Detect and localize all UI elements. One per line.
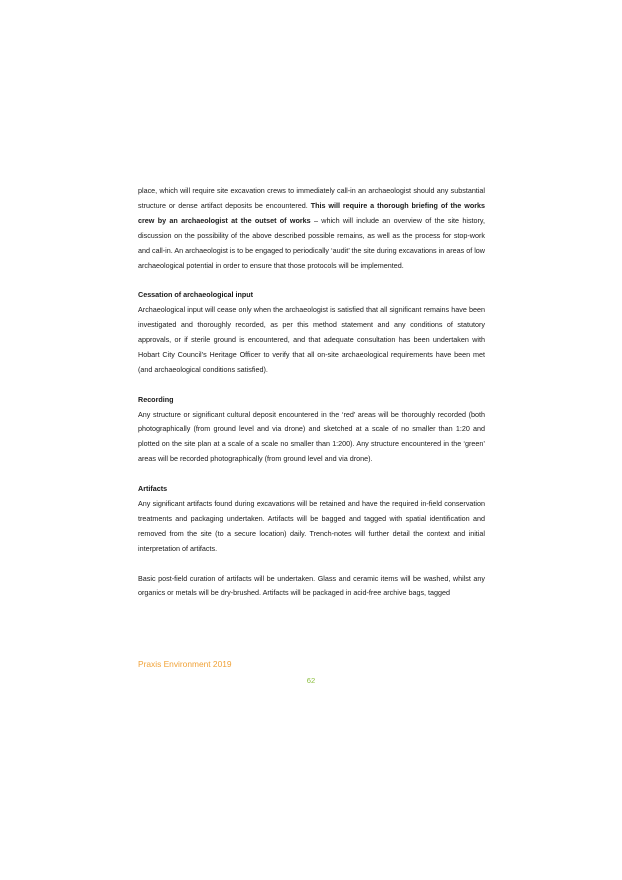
paragraph-spacer xyxy=(138,378,485,393)
artifacts-paragraph: Any significant artifacts found during excavations will be retained and have the required in-field conservation treatments and packaging undertaken. Artifacts will be bagged and tagged with spatial identification and removed from the site (to a secure location) daily. Trench-notes will further detail the context and initial interpretation of artifacts. xyxy=(138,498,485,553)
paragraph-spacer xyxy=(138,557,485,572)
recording-paragraph: Any structure or significant cultural deposit encountered in the ‘red’ areas will be thoroughly recorded (both photographically (from ground level and via drone) and sketched at a scale of no smaller than 1:20 and plotted on the site plan at a scale of a scale no smaller than 1:200). Any structure encountered in the ‘green’ areas will be recorded photographically (from ground level and via drone). xyxy=(138,409,485,464)
curation-paragraph: Basic post-field curation of artifacts will be undertaken. Glass and ceramic items will be washed, whilst any organics or metals will be dry-brushed. Artifacts will be packaged in acid-free archive bags, tagged xyxy=(138,573,485,598)
recording-heading: Recording xyxy=(138,394,174,404)
footer-organization: Praxis Environment 2019 xyxy=(138,659,232,669)
page-number: 62 xyxy=(306,676,316,685)
intro-text-part2: – which will include an overview of the site history, discussion on the possibility of the above described possible remains, as well as the process for stop-work and call-in. An archaeologist is to be engaged to periodically ‘audit’ the site during excavations in areas of low archaeological potential in order to ensure that those protocols will be implemented. xyxy=(138,215,485,270)
intro-paragraph xyxy=(138,184,485,273)
paragraph-spacer xyxy=(138,467,485,482)
cessation-heading: Cessation of archaeological input xyxy=(138,290,254,300)
cessation-paragraph: Archaeological input will cease only when the archaeologist is satisfied that all significant remains have been investigated and thoroughly recorded, as per this method statement and any conditions of statutory approvals, or if sterile ground is encountered, and that adequate consultation has been undertaken with Hobart City Council’s Heritage Officer to verify that all on-site archaeological requirements have been met (and archaeological conditions satisfied). xyxy=(138,305,485,374)
document-body xyxy=(138,184,485,601)
intro-bold-text: This will require a thorough briefing of the works crew by an archaeologist at the outset of works xyxy=(138,200,485,225)
intro-text-part1: place, which will require site excavation crews to immediately call-in an archaeologist should any substantial structure or dense artifact deposits be encountered. xyxy=(138,186,485,210)
paragraph-spacer xyxy=(138,273,485,288)
artifacts-heading: Artifacts xyxy=(138,484,168,494)
